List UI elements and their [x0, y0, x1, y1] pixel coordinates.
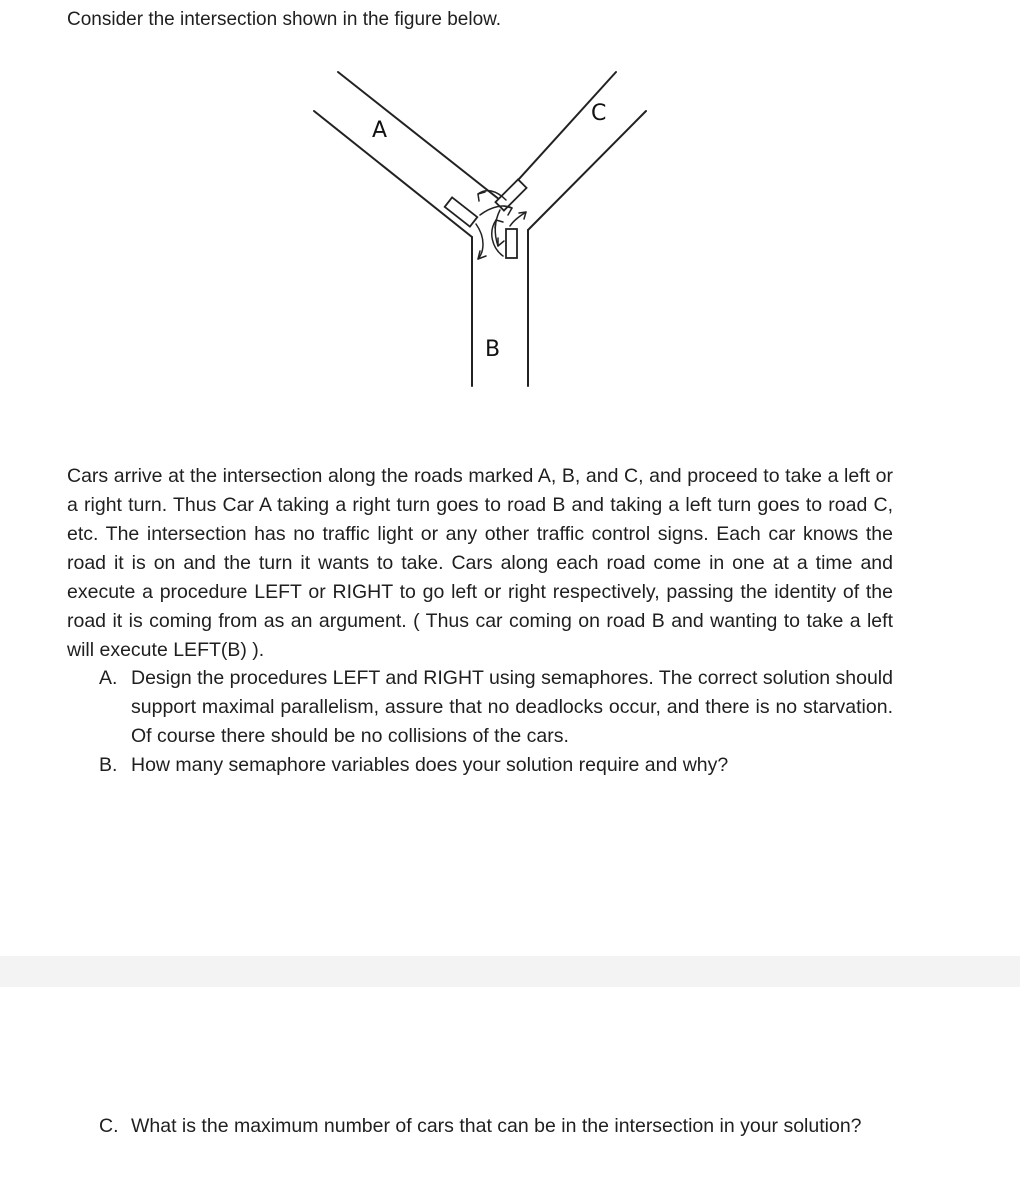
- question-item: [67, 751, 893, 780]
- section-divider: [0, 956, 1020, 987]
- question-text: How many semaphore variables does your solution require and why?: [131, 754, 729, 776]
- road-label-a: A: [372, 118, 388, 143]
- question-marker: A.: [99, 667, 118, 689]
- road-label-c: C: [591, 101, 607, 126]
- question-list-continued: [67, 1112, 893, 1141]
- question-text: What is the maximum number of cars that can be in the intersection in your solution?: [131, 1115, 862, 1137]
- question-marker: C.: [99, 1115, 119, 1137]
- question-list: [67, 664, 893, 780]
- car-b: [506, 229, 517, 258]
- question-item: [67, 664, 893, 751]
- intro-text: Consider the intersection shown in the figure below.: [67, 9, 502, 30]
- road-label-b: B: [485, 337, 501, 362]
- question-marker: B.: [99, 754, 118, 776]
- intersection-diagram: [300, 60, 660, 395]
- road-c-edge-lower: [528, 111, 646, 230]
- road-a-edge-upper: [338, 72, 500, 200]
- road-a-edge-lower: [314, 111, 472, 237]
- question-item: [67, 1112, 893, 1141]
- question-text: Design the procedures LEFT and RIGHT using semaphores. The correct solution should support maximal parallelism, assure that no deadlocks occur, and there is no starvation. Of course there should be no collisions of the cars.: [131, 667, 893, 747]
- car-a: [445, 197, 478, 226]
- intersection-figure: [300, 60, 660, 395]
- problem-paragraph: Cars arrive at the intersection along the roads marked A, B, and C, and proceed to take a left or a right turn. Thus Car A taking a right turn goes to road B and taking a left turn goes to road C, etc. The intersection has no traffic light or any other traffic control signs. Each car knows the road it is on and the turn it wants to take. Cars along each road come in one at a time and execute a procedure LEFT or RIGHT to go left or right respectively, passing the identity of the road it is coming from as an argument. ( Thus car coming on road B and wanting to take a left will execute LEFT(B) ).: [67, 465, 893, 661]
